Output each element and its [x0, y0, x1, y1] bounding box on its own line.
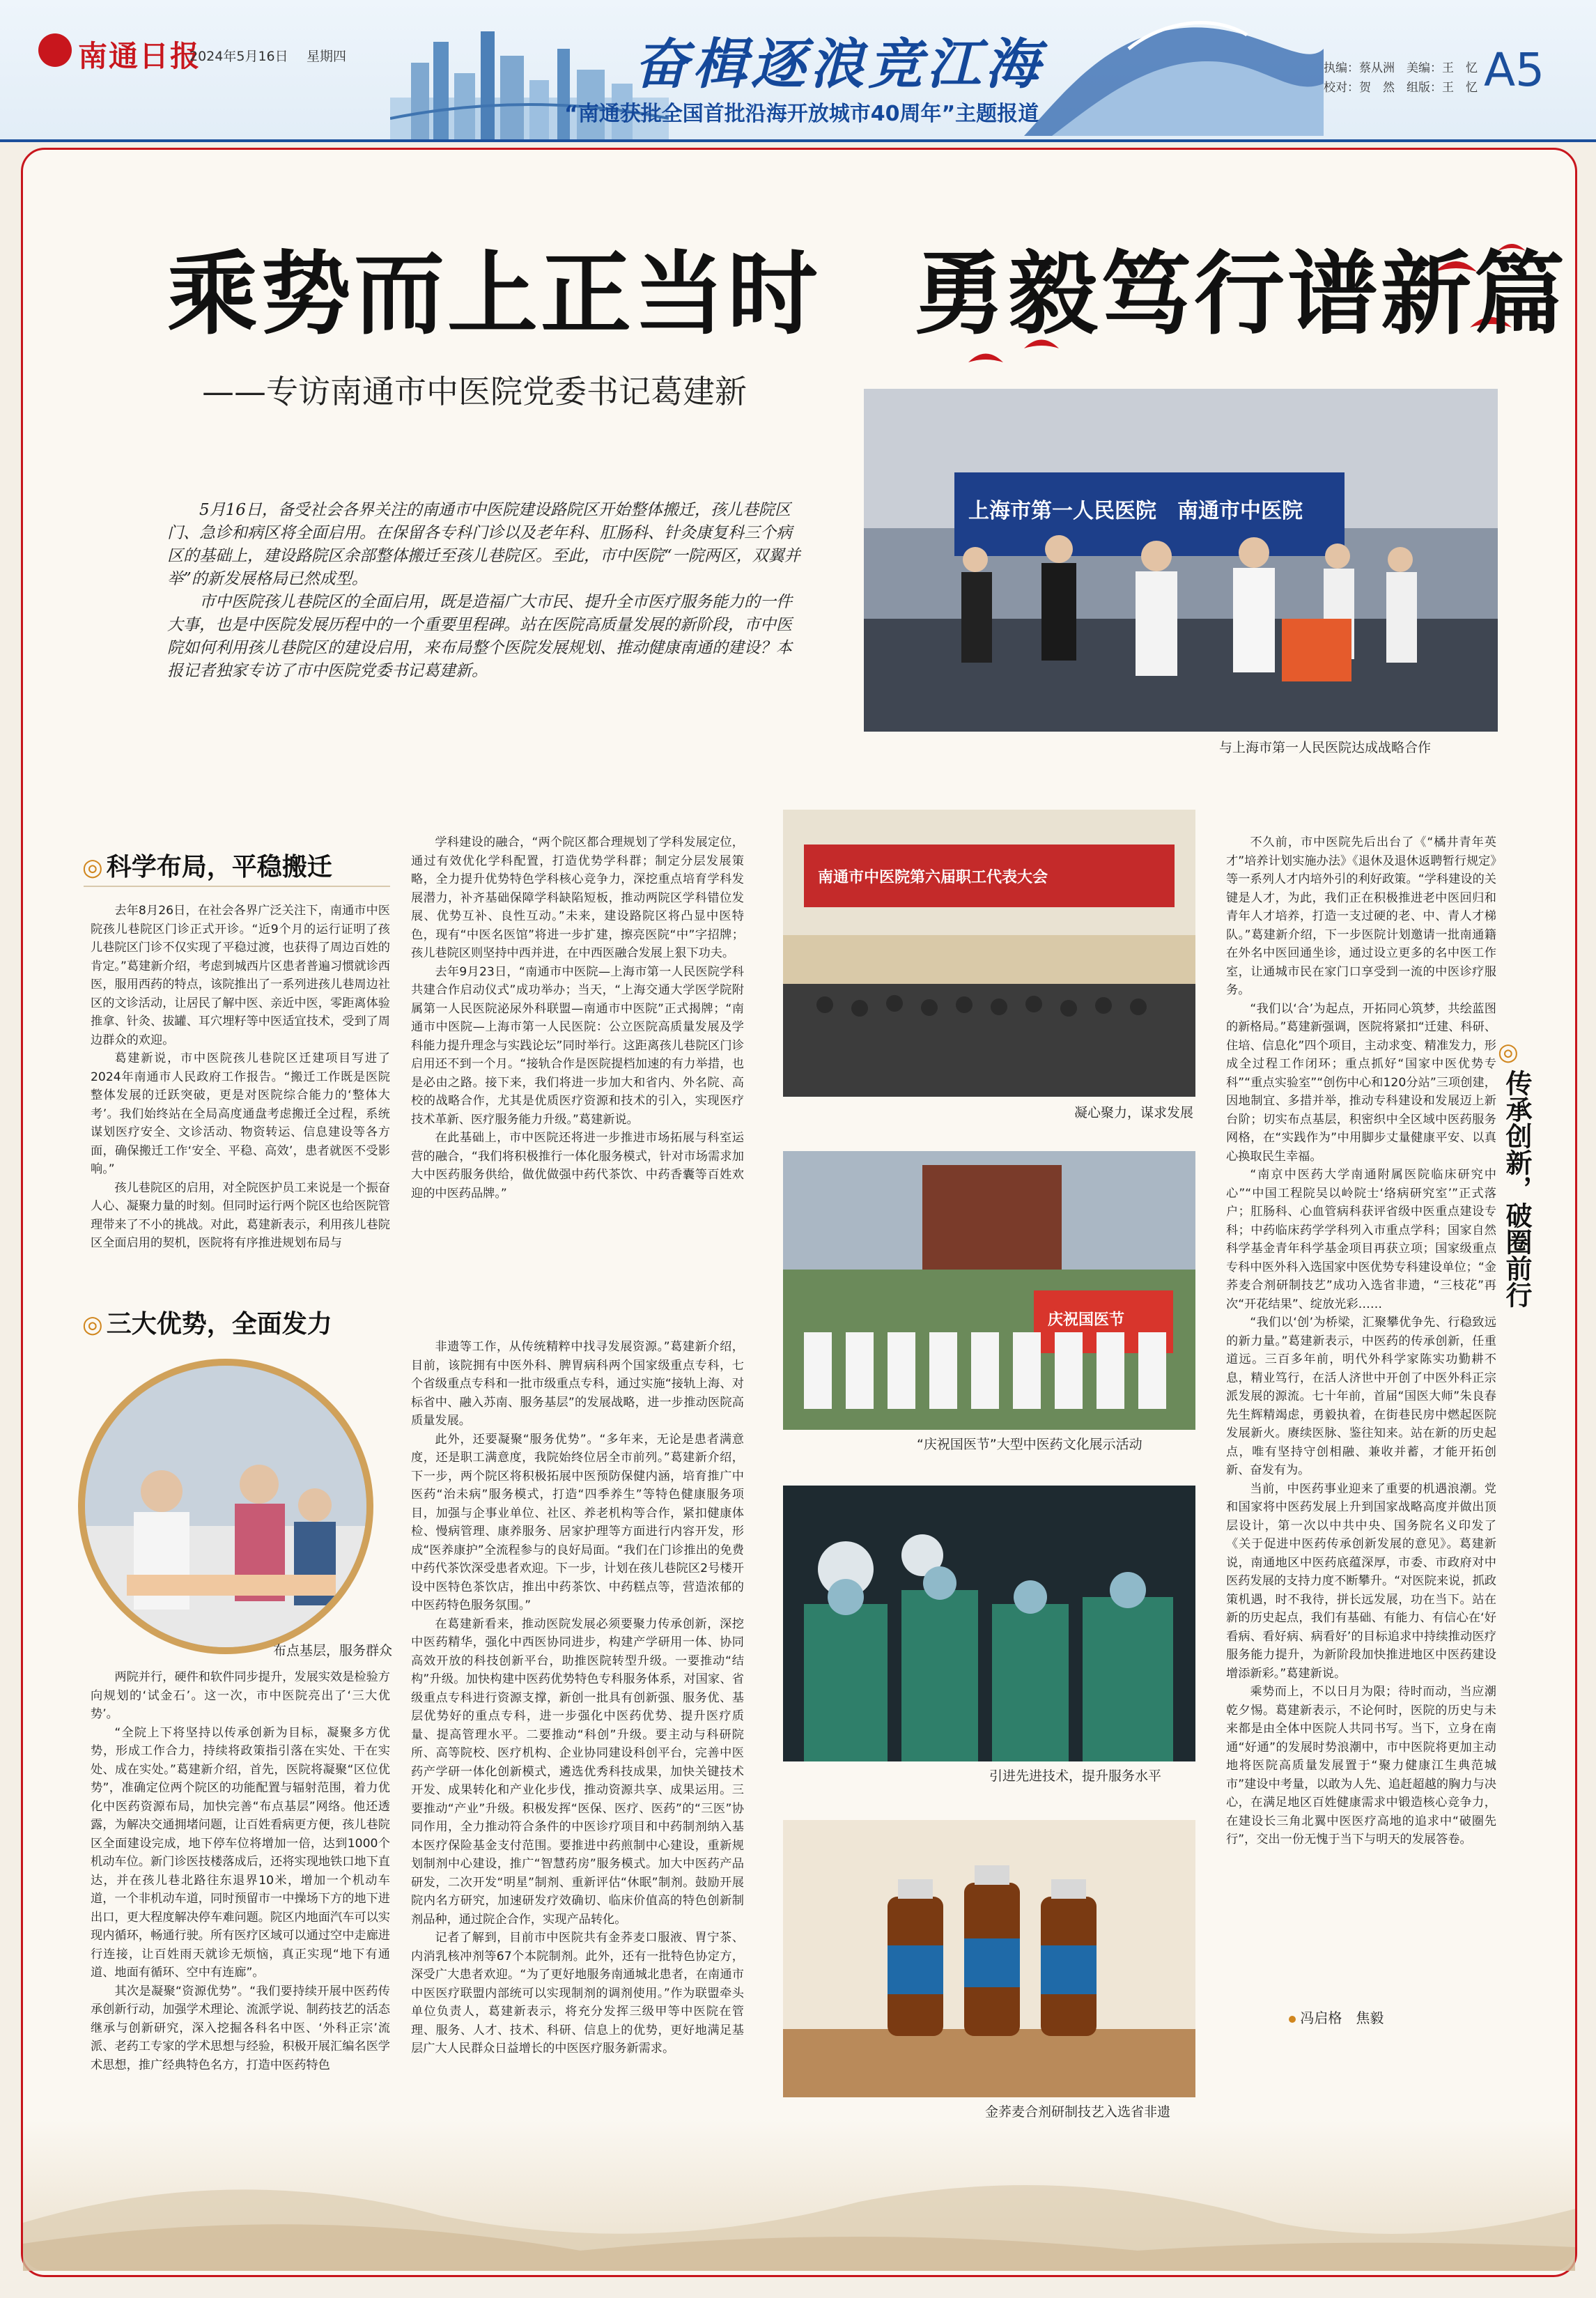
section-title: 三大优势，全面发力: [106, 1310, 332, 1339]
article-paragraph: 其次是凝聚“资源优势”。“我们要持续开展中医药传承创新行动，加强学术理论、流派学说、制药技艺的活态继承与创新研究，深入挖掘各科名中医、‘外科正宗’流派、老药工专家的学术思想与经验，积极开展汇编名医学术思想，推广经典特色名方，打造中医药特色: [91, 1984, 390, 2072]
photo-banner-text: 庆祝国医节: [1048, 1311, 1125, 1329]
section-rule: [84, 884, 390, 889]
page-number: A5: [1484, 43, 1545, 97]
article-column: [91, 902, 390, 1306]
article-paragraph: “我们以‘合’为起点，开拓同心筑梦，共绘蓝图的新格局。”葛建新强调，医院将紧扣“迁建、科研、住培、信息化”四个项目，主动求变、精准发力，形成全过程工作闭环；重点抓好“国家中医优势专科”“重点实验室”“创伤中心和120分站”三项创建，因地制宜、多措并举，推动专科建设和发展迈上新台阶；切实布点基层，积密织中全区域中医药服务网格，在“实践作为”中用脚步丈量健康平安、以真心换取民生幸福。: [1226, 1001, 1496, 1164]
article-paragraph: 此外，还要凝聚“服务优势”。“多年来，无论是患者满意度，还是职工满意度，我院始终位居全市前列。”葛建新介绍，下一步，两个院区将积极拓展中医预防保健内涵，培育推广中医药“治未病”服务模式，打造“四季养生”等特色健康服务项目，加强与企事业单位、社区、养老机构等合作，紧扣健康体检、慢病管理、康养服务、居家护理等方面进行内容开发，形成“医养康护”全流程参与的良好局面。“我们在门诊推出的免费中药代茶饮深受患者欢迎。下一步，计划在孩儿巷院区2号楼开设中医特色茶饮店，推出中药茶饮、中药糕点等，营造浓郁的中医药特色服务氛围。”: [411, 1432, 744, 1612]
section-heading: [82, 1304, 332, 1340]
article-lead: [167, 499, 801, 683]
article-column: [91, 1668, 390, 2100]
swirl-icon: ◎: [1498, 1038, 1519, 1066]
article-paragraph: 孩儿巷院区的启用，对全院医护员工来说是一个振奋人心、凝聚力量的时刻。但同时运行两个院区也给医院管理带来了不小的挑战。对此，葛建新表示，利用孩儿巷院区全面启用的契机，医院将有序推进规划布局与: [91, 1180, 390, 1250]
article-paragraph: 在此基础上，市中医院还将进一步推进市场拓展与科室运营的融合，“我们将积极推行一体化服务模式，针对市场需求加大中医药服务供给，做优做强中药代茶饮、中药香囊等百姓欢迎的中医药品牌。”: [411, 1131, 744, 1201]
article-headline: 乘势而上正当时 勇毅笃行谱新篇: [167, 241, 1568, 347]
article-paragraph: 葛建新说，市中医院孩儿巷院区迁建项目写进了2024年南通市人民政府工作报告。“搬迁工作既是医院整体发展的迁跃突破，更是对医院综合能力的‘整体大考’。我们始终站在全局高度通盘考虑搬迁全过程，系统谋划医疗安全、文诊活动、物资转运、信息建设等各方面，确保搬迁工作‘安全、平稳、高效’，患者就医不受影响。”: [91, 1051, 390, 1176]
photo-caption: “庆祝国医节”大型中医药文化展示活动: [917, 1437, 1142, 1452]
photo-banner-text: 南通市中医院第六届职工代表大会: [818, 869, 1048, 886]
banner-title: 奋楫逐浪竞江海: [634, 33, 1044, 96]
newspaper-logo-icon: [38, 33, 72, 67]
byline-text: 冯启格 焦毅: [1300, 2010, 1384, 2026]
photo-strategic-cooperation: [864, 389, 1498, 732]
section-title: 科学布局，平稳搬迁: [106, 853, 332, 881]
article-paragraph: 去年8月26日，在社会各界广泛关注下，南通市中医院孩儿巷院区门诊正式开诊。“近9个月的运行证明了孩儿巷院区门诊不仅实现了平稳过渡，也获得了周边百姓的肯定。”葛建新介绍，考虑到城西片区患者普遍习惯就诊西医，服用西药的特点，该院推出了一系列进孩儿巷周边社区的文诊活动，让居民了解中医、亲近中医，零距离体验推拿、针灸、拔罐、耳穴埋籽等中医适宜技术，受到了周边群众的欢迎。: [91, 904, 390, 1047]
banner-subtitle: “南通获批全国首批沿海开放城市40周年”主题报道: [564, 102, 1039, 126]
article-column: [1226, 833, 1496, 1998]
article-column: [411, 833, 744, 1314]
article-paragraph: 两院并行，硬件和软件同步提升，发展实效是检验方向规划的‘试金石’。这一次，市中医院亮出了‘三大优势’。: [91, 1670, 390, 1721]
landscape-icon: [23, 2118, 1575, 2271]
photo-surgery-team: [783, 1486, 1195, 1761]
article-paragraph: 不久前，市中医院先后出台了《“橘井青年英才”培养计划实施办法》《退休及退休返聘暂行规定》等一系列人才内培外引的利好政策。“学科建设的关键是人才，为此，我们正在积极推进老中医回归和青年人才培养，打造一支过硬的老、中、青人才梯队。”葛建新介绍，下一步医院计划邀请一批南通籍在外名中医回通坐诊，通过设立更多的名中医工作室，让通城市民在家门口享受到一流的中医诊疗服务。: [1226, 835, 1496, 997]
byline: [1289, 2007, 1384, 2027]
article-paragraph: 记者了解到，目前市中医院共有金荞麦口服液、胃宁茶、内消乳核冲剂等67个本院制剂。此外，还有一批特色协定方，深受广大患者欢迎。“为了更好地服务南通城北患者，在南通市中医医疗联盟内部统可以实现制剂的调剂使用。”作为联盟牵头单位负责人，葛建新表示，将充分发挥三级甲等中医院在管理、服务、人才、技术、科研、信息上的优势，更好地满足基层广大人民群众日益增长的中医医疗服务新需求。: [411, 1931, 744, 2056]
editor-credits: [1324, 59, 1478, 98]
article-paragraph: 乘势而上，不以日月为限；待时而动，当应潮乾夕惕。葛建新表示，不论何时，医院的历史与未来都是由全体中医院人共同书写。当下，立身在南通“好通”的发展时势浪潮中，市中医院将更加主动地将医院高质量发展置于“聚力健康江生典范城市”建设中考量，以敢为人先、追赶超越的胸力与决心，在满足地区百姓健康需求中锻造核心竞争力，在建设长三角北翼中医医疗高地的追求中“破圈先行”，交出一份无愧于当下与明天的发展答卷。: [1226, 1685, 1496, 1846]
article-subheadline: ——专访南通市中医院党委书记葛建新: [202, 373, 747, 410]
article-column: [411, 1338, 744, 2102]
photo-caption: 金荞麦合剂研制技艺入选省非遗: [985, 2104, 1171, 2120]
article-paragraph: “南京中医药大学南通附属医院临床研究中心”“中国工程院吴以岭院士‘络病研究室’”正式落户；肛肠科、心血管病科获评省级中医重点建设专科；中药临床药学学科列入市重点学科；国家自然科学基金青年科学基金项目再获立项；国家级重点专科中医外科入选国家中医优势专科建设单位；“金荞麦合剂研制技艺”成功入选省非遗，“三枝花”再次“开花结果”、绽放光彩……: [1226, 1168, 1496, 1311]
byline-dot-icon: [1289, 2016, 1296, 2023]
article-paragraph: 当前，中医药事业迎来了重要的机遇浪潮。党和国家将中医药发展上升到国家战略高度并做出顶层设计，第一次以中共中央、国务院名义印发了《关于促进中医药传承创新发展的意见》。葛建新说，南通地区中医药底蕴深厚，市委、市政府对中医药发展的支持力度不断攀升。“对医院来说，抓政策机遇，时不我待，拼长远发展，功在当下。站在新的历史起点，我们有基础、有能力、有信心在‘好看病、看好病、病看好’的目标追求中持续推动医疗服务能力提升，为新阶段加快推进地区中医药建设增添新彩。”葛建新说。: [1226, 1481, 1496, 1681]
credit-line: 校对：贺 然 组版：王 忆: [1324, 81, 1478, 95]
photo-herbal-medicine: [783, 1820, 1195, 2097]
article-paragraph: “我们以‘创’为桥梁，汇聚攀优争先、行稳致远的新力量。”葛建新表示，中医药的传承创新，任重道远。三百多年前，明代外科学家陈实功勤耕不息，精业笃行，在活人济世中开创了中医外科正宗派发展的源流。七十年前，首届“国医大师”朱良春先生辉精竭虑，勇毅执着，在街巷民房中燃起医院发展新火。赓续医脉、鉴往知来。站在新的历史起点，唯有坚持守创相融、兼收并蓄，才能开拓创新、奋发有为。: [1226, 1316, 1496, 1477]
article-paragraph: 在葛建新看来，推动医院发展必须要聚力传承创新，深挖中医药精华，强化中西医协同进步，构建产学研用一体、协同高效开放的科技创新平台，助推医院转型升级。一要推动“结构”升级。加快构建中医药优势特色专科服务体系，对国家、省级重点专科进行资源支撑，新创一批具有创新强、服务优、基层优势好的重点专科，进一步强化中医药优势、提升医疗质量、提高管理水平。二要推动“科创”升级。要主动与科研院所、高等院校、医疗机构、企业协同建设科创平台，完善中医药产学研一体化创新模式，遴选优秀科技成果，加快关键技术开发、成果转化和产业化步伐，推动资源共享、成果运用。三要推动“产业”升级。积极发挥“医保、医疗、医药”的“三医”协同作用，全力推动符合条件的中医诊疗项目和中药制剂纳入基本医疗保险基金支付范围。要推进中药煎制中心建设，重新规划制剂中心建设，推广“智慧药房”服务模式。加大中医药产品研发，二次开发“明星”制剂、重新评估“休眠”制剂。鼓励开展院内名方研究，加速研发疗效确切、临床价值高的特色创新制剂品种，通过院企合作，实现产品转化。: [411, 1617, 744, 1927]
article-paragraph: “全院上下将坚持以传承创新为目标，凝聚多方优势，形成工作合力，持续将政策指引落在实处、干在实处、成在实处。”葛建新介绍，首先，医院将凝聚“区位优势”，准确定位两个院区的功能配置与辐射范围，着力优化中医药资源布局，加快完善“布点基层”网络。他还透露，为解决交通拥堵问题，让百姓看病更方便，孩儿巷院区全面建设完成，地下停车位将增加一倍，达到1000个机动车位。新门诊医技楼落成后，还将实现地铁口地下直达，并在孩儿巷北路往东退界10米，增加一个机动车道，一个非机动车道，同时预留市一中操场下方的地下进出口，更大程度解决停车难问题。院区内地面汽车可以实现内循环，畅通行驶。所有医疗区域可以通过空中走廊进行连接，让百姓雨天就诊无烦恼，真正实现“地下有通道、地面有循环、空中有连廊”。: [91, 1725, 390, 1980]
section-title-vertical: 传承创新，破圈前行: [1501, 1070, 1532, 1308]
photo-national-medicine-day: [783, 1151, 1195, 1430]
section-heading: [82, 847, 332, 883]
photo-caption: 与上海市第一人民医院达成战略合作: [1219, 740, 1432, 755]
article-paragraph: 去年9月23日，“南通市中医院—上海市第一人民医院学科共建合作启动仪式”成功举办；当天，“上海交通大学医学院附属第一人民医院泌尿外科联盟—南通市中医院”正式揭牌；“南通市中医院—上海市第一人民医院：公立医院高质量发展及学科能力提升理念与实践论坛”同时举行。这距离孩儿巷院区门诊启用还不到一个月。“接轨合作是医院提档加速的有力举措，也是必由之路。接下来，我们将进一步加大和省内、外名院、高校的战略合作，尤其是优质医疗资源和技术的引入，实现医疗技术革新、医疗服务能力升级。”葛建新说。: [411, 964, 744, 1127]
photo-caption: 布点基层，服务群众: [273, 1643, 393, 1658]
decorative-bottom-band: [23, 2118, 1575, 2271]
issue-weekday: 星期四: [307, 49, 347, 64]
swirl-icon: ◎: [82, 854, 103, 881]
article-paragraph: 非遗等工作，从传统精粹中找寻发展资源。”葛建新介绍，目前，该院拥有中医外科、脾胃病科两个国家级重点专科，七个省级重点专科和一批市级重点专科，通过实施“接轨上海、对标省中、融入苏南、服务基层”的发展战略，进一步推动医院高质量发展。: [411, 1340, 744, 1428]
photo-community-service: [78, 1359, 373, 1654]
issue-date: 2024年5月16日: [189, 49, 288, 64]
swirl-icon: ◎: [82, 1311, 103, 1339]
page-header: [0, 0, 1596, 142]
photo-banner-text: 上海市第一人民医院 南通市中医院: [968, 499, 1303, 523]
credit-line: 执编：蔡从洲 美编：王 忆: [1324, 61, 1478, 75]
photo-caption: 凝心聚力，谋求发展: [1074, 1105, 1194, 1120]
article-paragraph: 学科建设的融合，“两个院区都合理规划了学科发展定位，通过有效优化学科配置，打造优势学科群；制定分层发展策略，全力提升优势特色学科核心竞争力，深挖重点培育学科发展潜力，补齐基础保障学科缺陷短板，推动两院区学科错位发展、优势互补、良性互动。”未来，建设路院区将凸显中医特色，现有“中医名医馆”将进一步扩建，擦亮医院“中”字招牌；孩儿巷院区则坚持中西并进，在中西医融合发展上狠下功夫。: [411, 835, 744, 960]
newspaper-logo: 南通日报: [78, 39, 201, 73]
lead-paragraph: 市中医院孩儿巷院区的全面启用，既是造福广大市民、提升全市医疗服务能力的一件大事，也是中医院发展历程中的一个重要里程碑。站在医院高质量发展的新阶段，市中医院如何利用孩儿巷院区的建设启用，来布局整个医院发展规划、推动健康南通的建设？本报记者独家专访了市中医院党委书记葛建新。: [167, 593, 792, 680]
wave-icon: [1024, 7, 1324, 136]
photo-caption: 引进先进技术，提升服务水平: [989, 1768, 1162, 1784]
lead-paragraph: 5月16日，备受社会各界关注的南通市中医院建设路院区开始整体搬迁，孩儿巷院区门、急诊和病区将全面启用。在保留各专科门诊以及老年科、肛肠科、针灸康复科三个病区的基础上，建设路院区余部整体搬迁至孩儿巷院区。至此，市中医院“一院两区，双翼并举”的新发展格局已然成型。: [167, 501, 800, 588]
photo-workers-congress: [783, 810, 1195, 1097]
